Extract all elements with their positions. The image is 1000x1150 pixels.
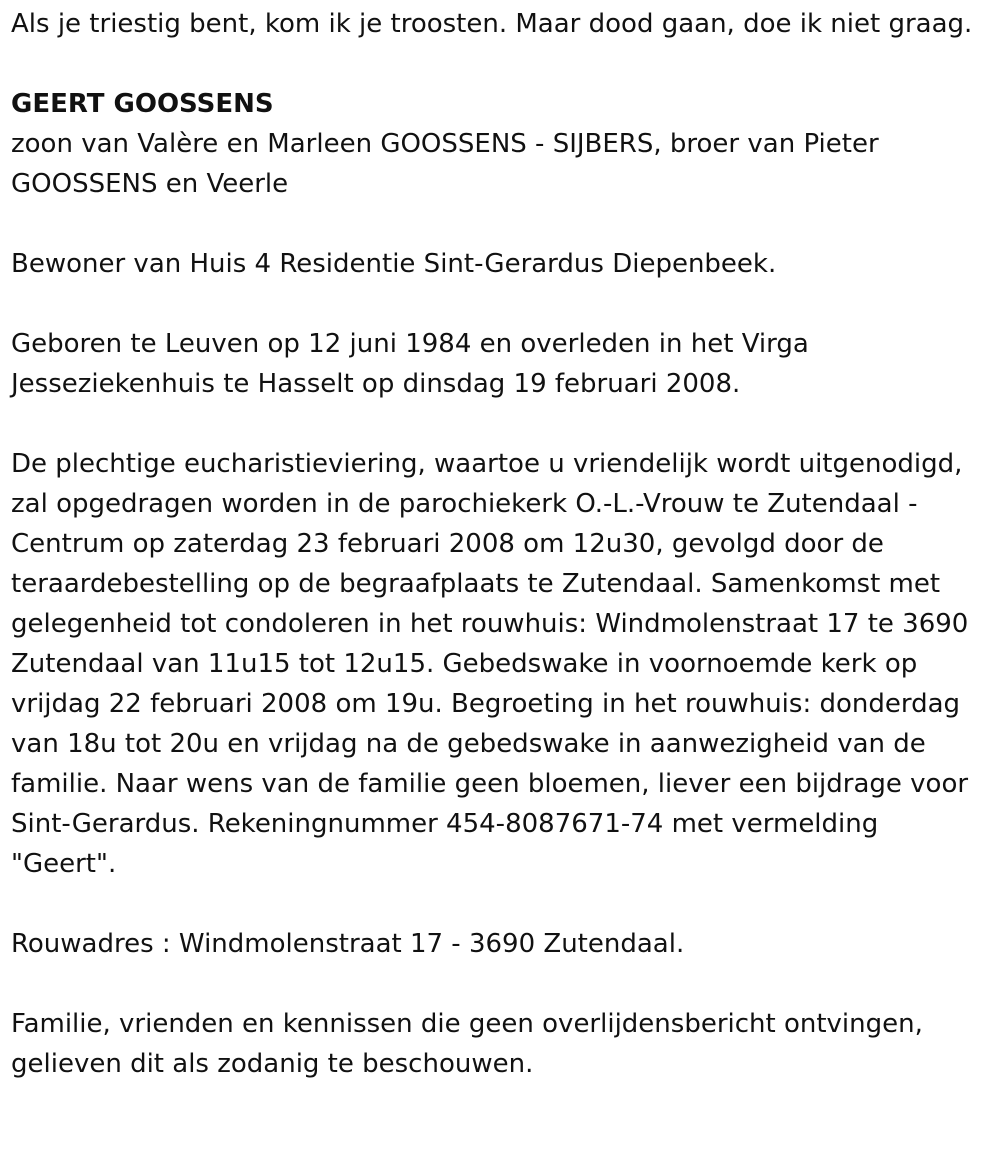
opening-quote: Als je triestig bent, kom ik je troosten. Maar dood gaan, doe ik niet graag. <box>11 9 973 39</box>
residence-line: Bewoner van Huis 4 Residentie Sint-Gerardus Diepenbeek. <box>11 249 777 279</box>
obituary-notice <box>11 4 990 1084</box>
birth-death-line: Geboren te Leuven op 12 juni 1984 en overleden in het Virga Jesseziekenhuis te Hasselt op dinsdag 19 februari 2008. <box>11 329 809 399</box>
closing-note: Familie, vrienden en kennissen die geen overlijdensbericht ontvingen, gelieven dit als zodanig te beschouwen. <box>11 1009 923 1079</box>
ceremony-details: De plechtige eucharistieviering, waartoe u vriendelijk wordt uitgenodigd, zal opgedragen worden in de parochiekerk O.-L.-Vrouw te Zutendaal - Centrum op zaterdag 23 februari 2008 om 12u30, gevolgd door de teraardebestelling op de begraafplaats te Zutendaal. Samenkomst met gelegenheid tot condoleren in het rouwhuis: Windmolenstraat 17 te 3690 Zutendaal van 11u15 tot 12u15. Gebedswake in voornoemde kerk op vrijdag 22 februari 2008 om 19u. Begroeting in het rouwhuis: donderdag van 18u tot 20u en vrijdag na de gebedswake in aanwezigheid van de familie. Naar wens van de familie geen bloemen, liever een bijdrage voor Sint-Gerardus. Rekeningnummer 454-8087671-74 met vermelding "Geert". <box>11 449 969 879</box>
deceased-name: GEERT GOOSSENS <box>11 89 274 119</box>
family-relations: zoon van Valère en Marleen GOOSSENS - SIJBERS, broer van Pieter GOOSSENS en Veerle <box>11 129 879 199</box>
mourning-address: Rouwadres : Windmolenstraat 17 - 3690 Zutendaal. <box>11 929 685 959</box>
